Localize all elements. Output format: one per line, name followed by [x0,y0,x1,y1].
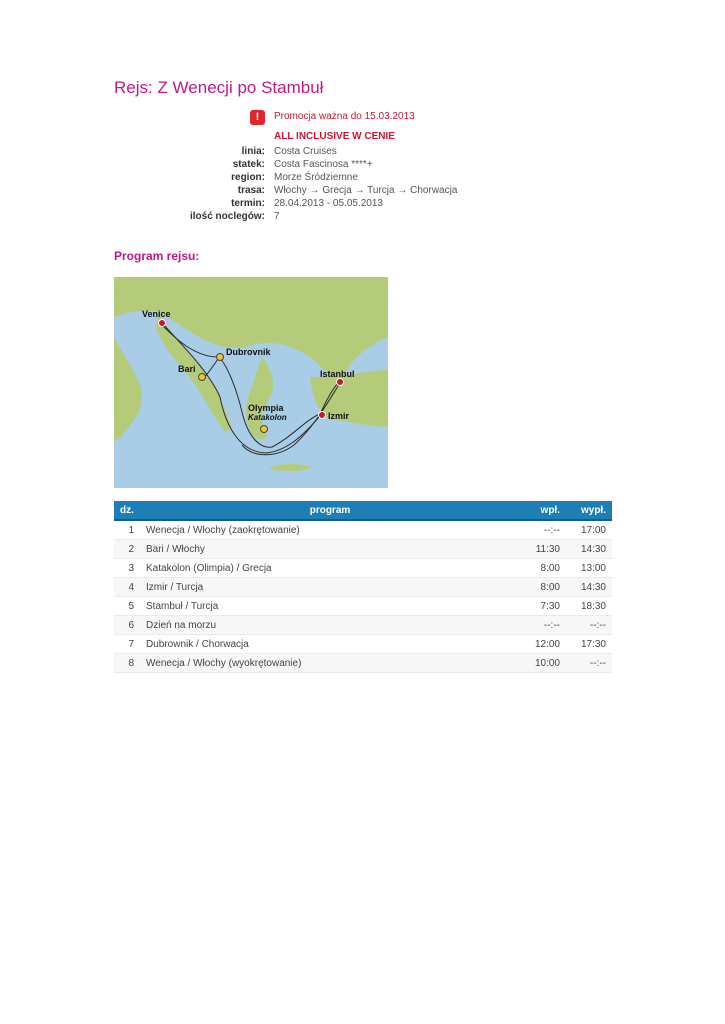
cell-day: 1 [114,520,140,540]
info-label: termin: [231,198,265,209]
cell-day: 8 [114,654,140,673]
cell-program: Wenecja / Włochy (zaokrętowanie) [140,520,520,540]
info-value: Morze Śródziemne [274,172,358,183]
info-value: 7 [274,211,280,222]
table-row [114,540,612,559]
cell-day: 5 [114,597,140,616]
info-label: linia: [241,146,265,157]
info-row-nights [150,210,457,223]
cell-arrival: 12:00 [520,635,566,654]
table-row [114,520,612,540]
port-marker-venice [159,320,166,327]
cell-departure: 14:30 [566,578,612,597]
section-title: Program rejsu: [114,249,200,263]
cruise-info [150,145,457,223]
cell-arrival: 8:00 [520,559,566,578]
cell-day: 6 [114,616,140,635]
cell-program: Bari / Włochy [140,540,520,559]
port-marker-bari [199,374,206,381]
itinerary-table [114,501,612,673]
info-value: Costa Fascinosa ****+ [274,159,373,170]
map-label-bari: Bari [178,364,196,374]
map-label-olympia: Olympia [248,403,284,413]
page-title: Rejs: Z Wenecji po Stambuł [114,78,324,97]
cell-program: Wenecja / Włochy (wyokrętowanie) [140,654,520,673]
table-row [114,616,612,635]
info-row-ship [150,158,457,171]
table-row [114,654,612,673]
table-header-row [114,501,612,520]
map-label-dubrovnik: Dubrovnik [226,347,271,357]
route-map [114,277,388,488]
info-row-route [150,184,457,197]
table-row [114,559,612,578]
cell-arrival: 8:00 [520,578,566,597]
column-header-day: dz. [114,501,140,520]
info-label: trasa: [237,185,265,196]
info-label: statek: [232,159,265,170]
cell-arrival: 11:30 [520,540,566,559]
cell-arrival: 7:30 [520,597,566,616]
cell-departure: --:-- [566,616,612,635]
cell-arrival: 10:00 [520,654,566,673]
table-row [114,578,612,597]
promo-text: Promocja ważna do 15.03.2013 [274,111,415,122]
map-label-istanbul: Istanbul [320,369,355,379]
all-inclusive-text: ALL INCLUSIVE W CENIE [274,131,395,142]
info-label: region: [231,172,265,183]
column-header-arrival: wpł. [520,501,566,520]
column-header-program: program [140,501,520,520]
column-header-departure: wypł. [566,501,612,520]
cell-program: Izmir / Turcja [140,578,520,597]
port-marker-izmir [319,412,326,419]
cell-departure: 13:00 [566,559,612,578]
map-label-katakolon: Katakolon [248,413,287,422]
table-row [114,597,612,616]
cell-day: 2 [114,540,140,559]
port-marker-katakolon [261,426,268,433]
info-label: ilość noclegów: [189,211,265,222]
cell-program: Dzień na morzu [140,616,520,635]
alert-icon: ! [250,110,265,125]
cell-program: Katakolon (Olimpia) / Grecja [140,559,520,578]
cell-arrival: --:-- [520,616,566,635]
info-row-line [150,145,457,158]
table-row [114,635,612,654]
port-marker-dubrovnik [217,354,224,361]
map-label-izmir: Izmir [328,411,350,421]
info-value: Włochy → Grecja → Turcja → Chorwacja [274,185,458,196]
info-value: Costa Cruises [274,146,337,157]
port-marker-istanbul [337,379,344,386]
info-row-dates [150,197,457,210]
cell-day: 7 [114,635,140,654]
cell-departure: 17:30 [566,635,612,654]
map-label-venice: Venice [142,309,171,319]
info-row-region [150,171,457,184]
cell-departure: 18:30 [566,597,612,616]
info-value: 28.04.2013 - 05.05.2013 [274,198,383,209]
cell-day: 3 [114,559,140,578]
cell-day: 4 [114,578,140,597]
cell-arrival: --:-- [520,520,566,540]
cell-program: Stambuł / Turcja [140,597,520,616]
cell-departure: 17:00 [566,520,612,540]
cell-departure: 14:30 [566,540,612,559]
cell-departure: --:-- [566,654,612,673]
cell-program: Dubrownik / Chorwacja [140,635,520,654]
